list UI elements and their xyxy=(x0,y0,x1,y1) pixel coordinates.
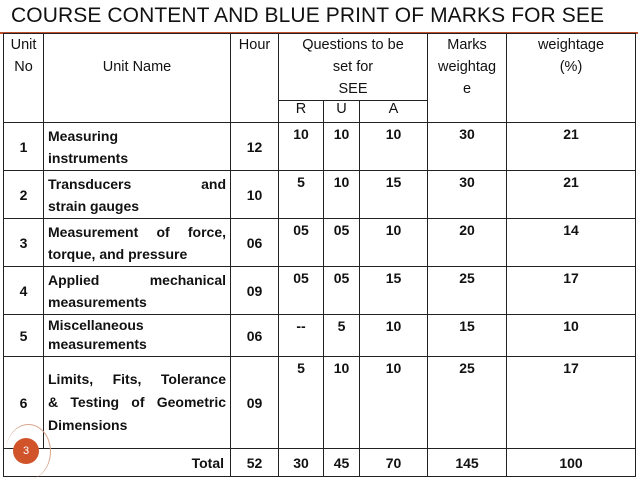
u-cell: 05 xyxy=(324,267,360,315)
unit-name-line: Miscellaneous xyxy=(48,317,144,333)
hour-cell: 12 xyxy=(231,123,279,171)
page-title: COURSE CONTENT AND BLUE PRINT OF MARKS FOR SEE xyxy=(11,4,605,27)
u-cell: 5 xyxy=(324,315,360,357)
hour-cell: 06 xyxy=(231,315,279,357)
header-unit-no-line2: No xyxy=(14,59,33,75)
a-cell: 10 xyxy=(360,315,428,357)
marks-cell: 30 xyxy=(428,171,507,219)
weightage-cell: 21 xyxy=(507,171,636,219)
a-cell: 10 xyxy=(360,357,428,449)
marks-table xyxy=(3,33,636,477)
header-questions-line3: SEE xyxy=(338,81,368,97)
weightage-cell: 14 xyxy=(507,219,636,267)
total-label: Total xyxy=(4,449,231,477)
total-row xyxy=(4,449,636,477)
unit-no-cell: 6 xyxy=(4,357,44,449)
unit-no-cell: 4 xyxy=(4,267,44,315)
table-row xyxy=(4,171,636,219)
header-r: R xyxy=(279,101,324,123)
u-cell: 10 xyxy=(324,123,360,171)
header-marks-line3: e xyxy=(462,81,472,97)
unit-name-line: measurements xyxy=(48,294,147,310)
a-cell: 10 xyxy=(360,123,428,171)
unit-name-line: instruments xyxy=(48,150,129,166)
unit-name-cell xyxy=(44,123,231,171)
header-unit-no-line1: Unit xyxy=(10,37,37,53)
table-row xyxy=(4,357,636,449)
total-weightage: 100 xyxy=(507,449,636,477)
unit-name-line: torque, and pressure xyxy=(48,246,188,262)
unit-name-cell xyxy=(44,315,231,357)
a-cell: 15 xyxy=(360,171,428,219)
weightage-cell: 17 xyxy=(507,357,636,449)
marks-cell: 20 xyxy=(428,219,507,267)
unit-name-cell xyxy=(44,357,231,449)
table-row xyxy=(4,315,636,357)
weightage-cell: 21 xyxy=(507,123,636,171)
header-marks xyxy=(428,34,507,123)
header-row xyxy=(4,34,636,101)
unit-name-line: Applied mechanical xyxy=(48,272,226,288)
weightage-cell: 10 xyxy=(507,315,636,357)
header-hour-text: Hour xyxy=(238,37,271,53)
unit-no-cell: 1 xyxy=(4,123,44,171)
unit-name-line: Limits, Fits, Tolerance xyxy=(48,371,226,387)
u-cell: 10 xyxy=(324,357,360,449)
unit-name-line: & Testing of Geometric xyxy=(48,394,226,410)
header-a: A xyxy=(360,101,428,123)
marks-cell: 25 xyxy=(428,267,507,315)
header-unit-name xyxy=(44,34,231,123)
total-hour: 52 xyxy=(231,449,279,477)
marks-cell: 15 xyxy=(428,315,507,357)
header-weightage xyxy=(507,34,636,123)
header-u: U xyxy=(324,101,360,123)
unit-no-cell: 5 xyxy=(4,315,44,357)
unit-no-cell: 3 xyxy=(4,219,44,267)
unit-name-line: strain gauges xyxy=(48,198,140,214)
unit-no-cell: 2 xyxy=(4,171,44,219)
total-u: 45 xyxy=(324,449,360,477)
header-marks-line1: Marks xyxy=(447,37,487,53)
table-row xyxy=(4,219,636,267)
hour-cell: 10 xyxy=(231,171,279,219)
u-cell: 05 xyxy=(324,219,360,267)
unit-name-cell xyxy=(44,267,231,315)
r-cell: 5 xyxy=(279,171,324,219)
r-cell: 10 xyxy=(279,123,324,171)
unit-name-line: measurements xyxy=(48,336,147,352)
a-cell: 15 xyxy=(360,267,428,315)
r-cell: 05 xyxy=(279,219,324,267)
unit-name-line: Measurement of force, xyxy=(48,224,226,240)
unit-name-line: Transducers and xyxy=(48,176,226,192)
header-unit-name-text: Unit Name xyxy=(102,59,172,75)
header-weightage-line1: weightage xyxy=(537,37,605,53)
header-questions xyxy=(279,34,428,101)
r-cell: -- xyxy=(279,315,324,357)
unit-name-line: Measuring xyxy=(48,128,119,144)
table-row xyxy=(4,267,636,315)
unit-name-cell xyxy=(44,219,231,267)
r-cell: 5 xyxy=(279,357,324,449)
total-marks: 145 xyxy=(428,449,507,477)
r-cell: 05 xyxy=(279,267,324,315)
hour-cell: 09 xyxy=(231,267,279,315)
a-cell: 10 xyxy=(360,219,428,267)
total-a: 70 xyxy=(360,449,428,477)
unit-name-line: Dimensions xyxy=(48,417,128,433)
total-r: 30 xyxy=(279,449,324,477)
marks-cell: 25 xyxy=(428,357,507,449)
header-questions-line2: set for xyxy=(332,59,374,75)
header-marks-line2: weightag xyxy=(437,59,497,75)
slide-number-badge: 3 xyxy=(13,438,39,464)
header-hour xyxy=(231,34,279,123)
header-questions-line1: Questions to be xyxy=(302,37,404,53)
table-row xyxy=(4,123,636,171)
marks-cell: 30 xyxy=(428,123,507,171)
header-weightage-line2: (%) xyxy=(559,59,583,75)
weightage-cell: 17 xyxy=(507,267,636,315)
hour-cell: 09 xyxy=(231,357,279,449)
unit-name-cell xyxy=(44,171,231,219)
hour-cell: 06 xyxy=(231,219,279,267)
header-unit-no xyxy=(4,34,44,123)
u-cell: 10 xyxy=(324,171,360,219)
